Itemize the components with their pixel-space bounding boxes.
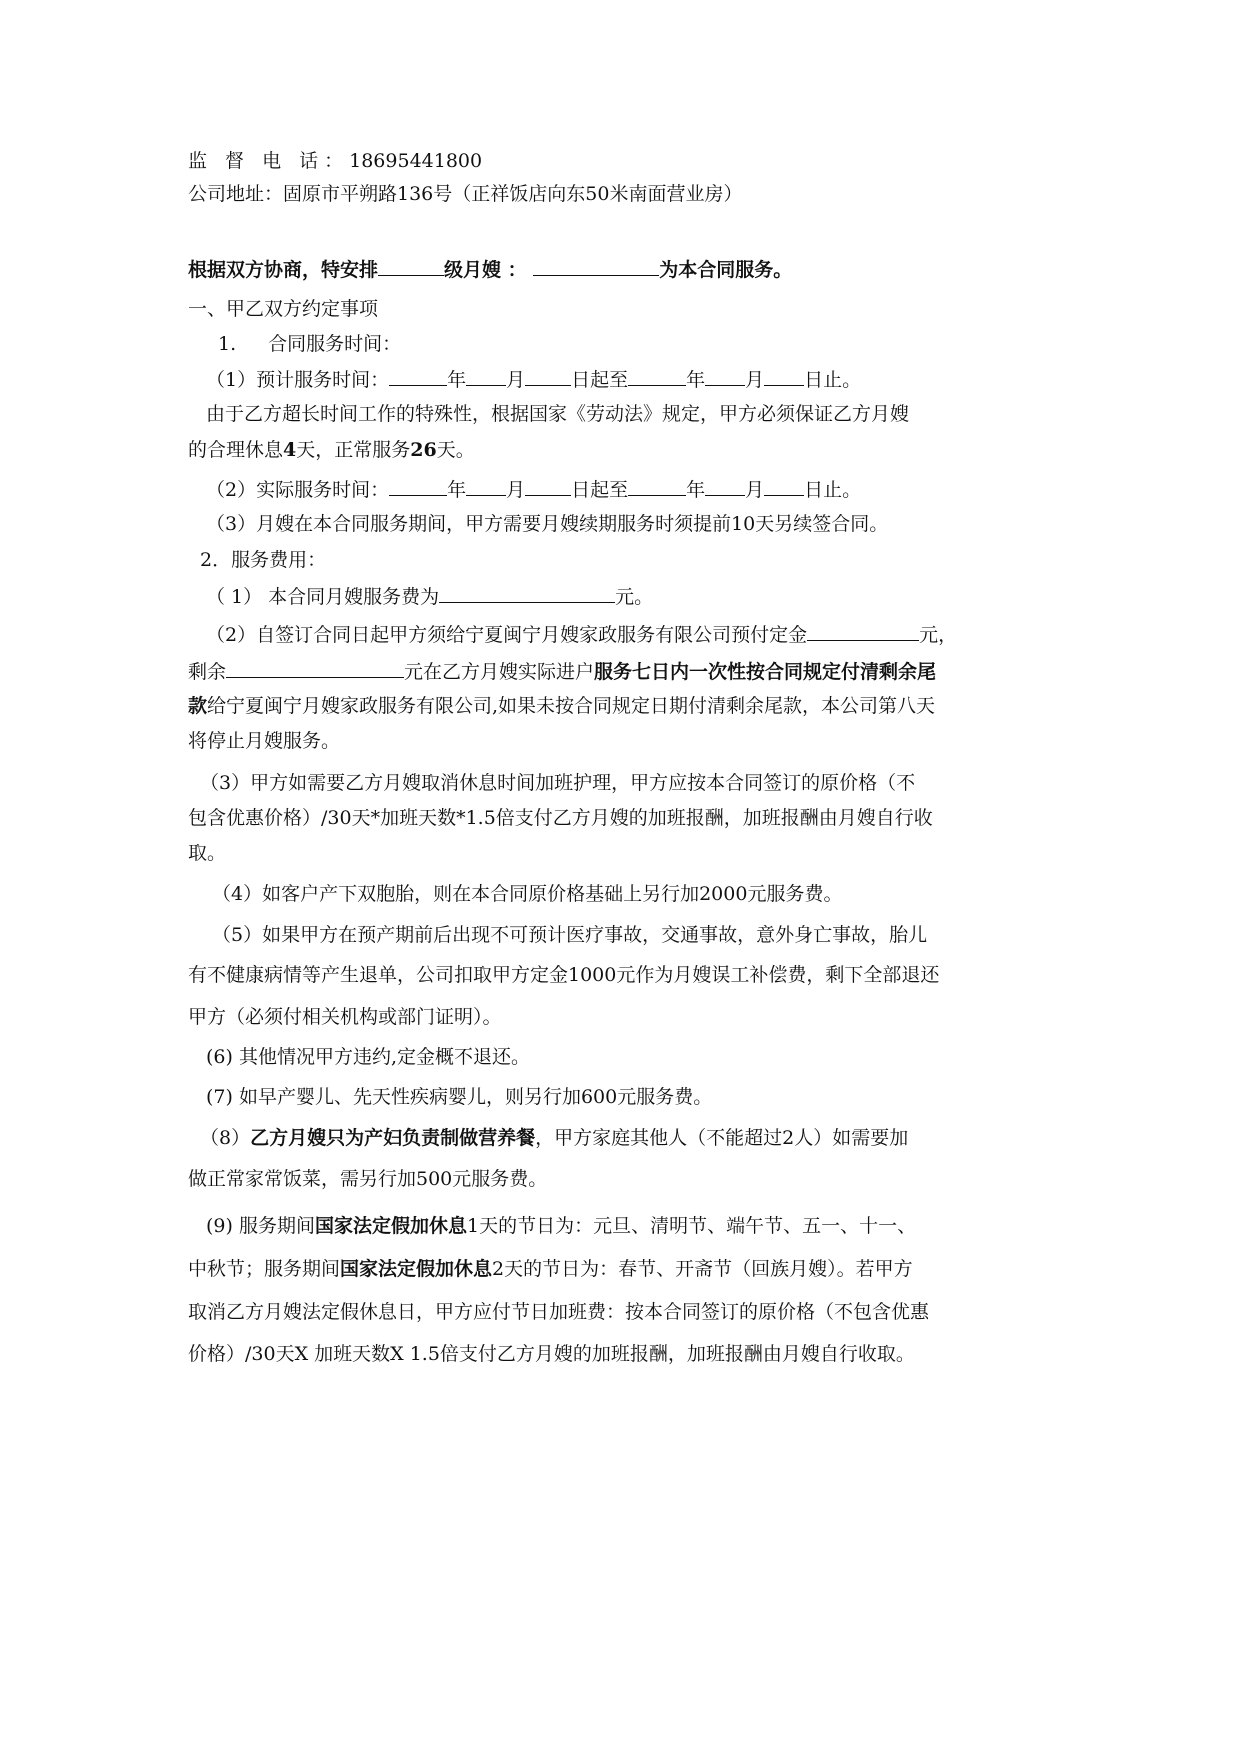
- fee-clause-1: （ 1） 本合同月嫂服务费为 元。: [206, 583, 1086, 611]
- fee-clause-8-line2: 做正常家常饭菜，需另行加500元服务费。: [188, 1168, 548, 1190]
- balance-blank: [226, 658, 404, 678]
- deposit-blank: [807, 621, 919, 641]
- fee-clause-3-line1: （3）甲方如需要乙方月嫂取消休息时间加班护理，甲方应按本合同签订的原价格（不: [200, 772, 916, 794]
- company-address: 公司地址：固原市平朔路136号（正祥饭店向东50米南面营业房）: [188, 183, 743, 205]
- phone-value: 18695441800: [349, 150, 483, 172]
- rest-para-line2: 的合理休息4天，正常服务26天。: [188, 439, 475, 461]
- fee-clause-6: (6) 其他情况甲方违约,定金概不退还。: [206, 1046, 530, 1068]
- service-fee-blank: [439, 583, 615, 603]
- fee-clause-8-line1: （8）乙方月嫂只为产妇负责制做营养餐，甲方家庭其他人（不能超过2人）如需要加: [200, 1127, 909, 1149]
- section-title: 一、甲乙双方约定事项: [188, 298, 379, 320]
- item1-heading: 1. 合同服务时间：: [218, 333, 402, 355]
- fee-clause-7: (7) 如早产婴儿、先天性疾病婴儿，则另行加600元服务费。: [206, 1086, 713, 1108]
- level-blank: [378, 256, 444, 276]
- fee-clause-5-line1: （5）如果甲方在预产期前后出现不可预计医疗事故，交通事故，意外身亡事故，胎儿: [212, 924, 928, 946]
- rest-para-line1: 由于乙方超长时间工作的特殊性，根据国家《劳动法》规定，甲方必须保证乙方月嫂: [206, 403, 910, 425]
- fee-clause-3-line3: 取。: [188, 842, 227, 864]
- intro-line: 根据双方协商，特安排 级月嫂 ： 为本合同服务。: [188, 256, 1068, 284]
- item2-heading: 2．服务费用：: [200, 549, 327, 571]
- fee-clause-2-line3: 款给宁夏闽宁月嫂家政服务有限公司,如果未按合同规定日期付清剩余尾款，本公司第八天: [188, 695, 936, 717]
- fee-clause-9-line3: 取消乙方月嫂法定假休息日，甲方应付节日加班费：按本合同签订的原价格（不包含优惠: [188, 1301, 930, 1323]
- fee-clause-2-line1: （2）自签订合同日起甲方须给宁夏闽宁月嫂家政服务有限公司预付定金 元，: [206, 621, 1086, 649]
- fee-clause-5-line2: 有不健康病情等产生退单，公司扣取甲方定金1000元作为月嫂误工补偿费，剩下全部退还: [188, 964, 940, 986]
- fee-clause-9-line1: (9) 服务期间国家法定假加休息1天的节日为：元旦、清明节、端午节、五一、十一、: [206, 1215, 917, 1237]
- supervision-phone-line: [188, 147, 1068, 175]
- fee-clause-3-line2: 包含优惠价格）/30天*加班天数*1.5倍支付乙方月嫂的加班报酬，加班报酬由月嫂自行收: [188, 807, 933, 829]
- fee-clause-2-line2: 剩余 元在乙方月嫂实际进户服务七日内一次性按合同规定付清剩余尾: [188, 658, 1068, 686]
- nanny-name-blank: [533, 256, 659, 276]
- fee-clause-4: （4）如客户产下双胞胎，则在本合同原价格基础上另行加2000元服务费。: [212, 883, 843, 905]
- phone-label: 监 督 电 话：: [188, 150, 350, 172]
- actual-service-time: （2）实际服务时间： 年 月 日起至 年 月 日止。: [206, 476, 1086, 504]
- estimated-service-time: （1）预计服务时间： 年 月 日起至 年 月 日止。: [206, 366, 1086, 394]
- fee-clause-9-line2: 中秋节；服务期间国家法定假加休息2天的节日为：春节、开斋节（回族月嫂）。若甲方: [188, 1258, 913, 1280]
- fee-clause-5-line3: 甲方（必须付相关机构或部门证明）。: [188, 1006, 502, 1028]
- renewal-clause: （3）月嫂在本合同服务期间，甲方需要月嫂续期服务时须提前10天另续签合同。: [206, 513, 889, 535]
- fee-clause-2-line4: 将停止月嫂服务。: [188, 730, 341, 752]
- fee-clause-9-line4: 价格）/30天X 加班天数X 1.5倍支付乙方月嫂的加班报酬，加班报酬由月嫂自行收取。: [188, 1343, 915, 1365]
